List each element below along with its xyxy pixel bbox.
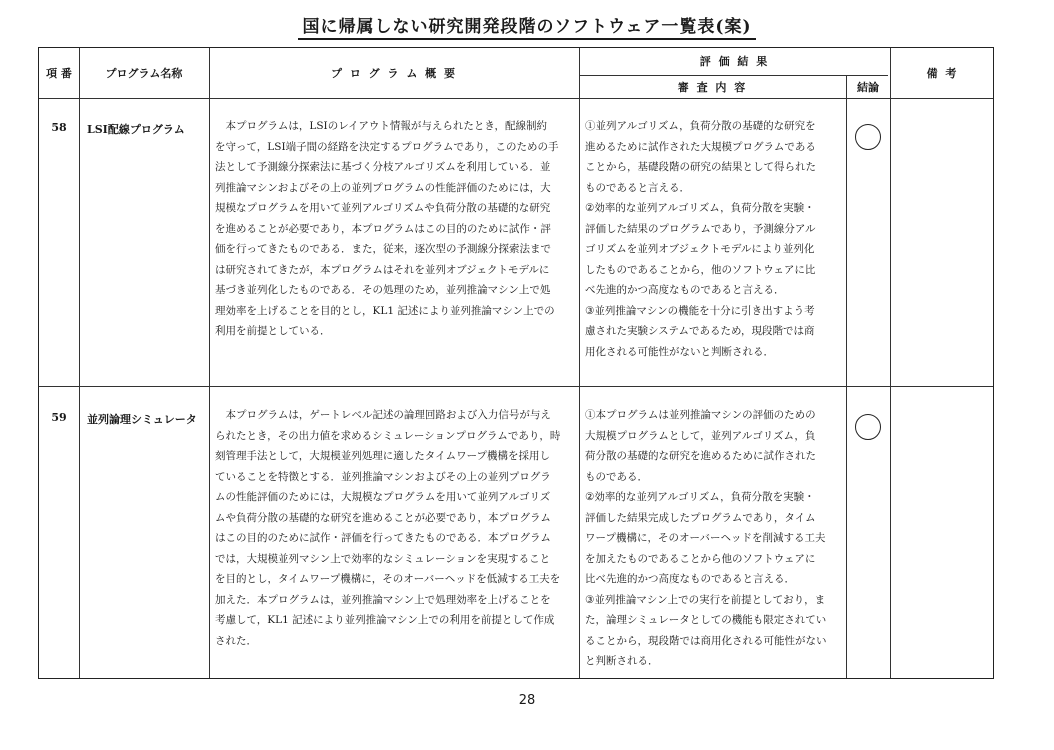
- header-review-content: 審 査 内 容: [677, 81, 748, 94]
- col-divider: [209, 48, 210, 678]
- row-divider: [39, 386, 993, 387]
- row-review: ①並列アルゴリズム，負荷分散の基礎的な研究を 進めるために試作された大規模プログラムである ことから，基礎段階の研究の結果として得られた ものであると言える． ②効率的な並列アルゴリズム，負荷分散を実験・ 評価した結果のプログラムであり，予測線分アル ゴリズムを並列オブジェクトモデルにより並列化 したものであることから，他のソフトウェアに比 べ先進的かつ高度なものであると言える． ③並列推論マシンの機能を十分に引き出すよう考 慮された実験システムであるため，現段階では商 用化される可能性がないと判断される．: [585, 120, 816, 358]
- header-conclusion: 結論: [857, 81, 879, 94]
- row-item-no: 59: [51, 411, 67, 424]
- conclusion-circle-icon: [855, 414, 881, 440]
- row-program-name: 並列論理シミュレータ: [87, 413, 197, 426]
- col-divider: [579, 48, 580, 678]
- header-remarks: 備 考: [926, 67, 959, 80]
- row-program-name: LSI配線プログラム: [87, 123, 185, 136]
- col-divider: [890, 48, 891, 678]
- page-title: [0, 12, 1054, 37]
- header-program-name: プログラム名称: [105, 67, 183, 80]
- conclusion-circle-icon: [855, 124, 881, 150]
- row-overview: 本プログラムは，LSIのレイアウト情報が与えられたとき，配線制約 を守って，LSI端子間の経路を決定するプログラムであり，このための手 法として予測線分探索法に基づく分枝アルゴリズムを利用している．並 列推論マシンおよびその上の並列プログラムの性能評価のためには，大 規模なプログラムを用いて並列アルゴリズムや負荷分散の基礎的な研究 を進めることが必要であり，本プログラムはこの目的のために試作・評 価を行ってきたものである．また，従来，逐次型の予測線分探索法まで は研究されてきたが，本プログラムはそれを並列オブジェクトモデルに 基づき並列化したものである．その処理のため，並列推論マシン上で処 理効率を上げることを目的とし，KL1 記述により並列推論マシン上での 利用を前提としている．: [215, 120, 559, 337]
- header-program-overview: プ ロ グ ラ ム 概 要: [331, 67, 457, 80]
- header-sub-divider: [579, 75, 888, 76]
- row-item-no: 58: [51, 121, 67, 134]
- page-number: 28: [518, 693, 536, 708]
- row-review: ①本プログラムは並列推論マシンの評価のための 大規模プログラムとして，並列アルゴリズム，負 荷分散の基礎的な研究を進めるために試作された ものである． ②効率的な並列アルゴリズム，負荷分散を実験・ 評価した結果完成したプログラムであり，タイム ワープ機構に，そのオーバーヘッドを削減する工夫 を加えたものであることから他のソフトウェアに 比べ先進的かつ高度なものであると言える． ③並列推論マシン上での実行を前提としており，ま た，論理シミュレータとしての機能も限定されてい ることから，現段階では商用化される可能性がない と判断される．: [585, 409, 827, 667]
- page-title-text: 国に帰属しない研究開発段階のソフトウェア一覧表(案): [298, 17, 755, 40]
- header-evaluation-result: 評 価 結 果: [699, 55, 770, 68]
- header-item-no: 項 番: [46, 67, 72, 80]
- row-overview: 本プログラムは，ゲートレベル記述の論理回路および入力信号が与え られたとき，その出力値を求めるシミュレーションプログラムであり，時 刻管理手法として，大規模並列処理に適したタイムワープ機構を採用し ていることを特徴とする．並列推論マシンおよびその上の並列プログラ ムの性能評価のためには，大規模なプログラムを用いて並列アルゴリズ ムや負荷分散の基礎的な研究を進めることが必要であり，本プログラム はこの目的のために試作・評価を行ってきたものである．本プログラム では，大規模並列マシン上で効率的なシミュレーションを実現すること を目的とし，タイムワープ機構に，そのオーバーヘッドを低減する工夫を 加えた．本プログラムは，並列推論マシン上で処理効率を上げることを 考慮して，KL1 記述により並列推論マシン上での利用を前提として作成 された．: [215, 409, 561, 647]
- col-divider: [846, 75, 847, 678]
- col-divider: [79, 48, 80, 678]
- software-table: [38, 47, 994, 679]
- header-divider: [39, 98, 993, 99]
